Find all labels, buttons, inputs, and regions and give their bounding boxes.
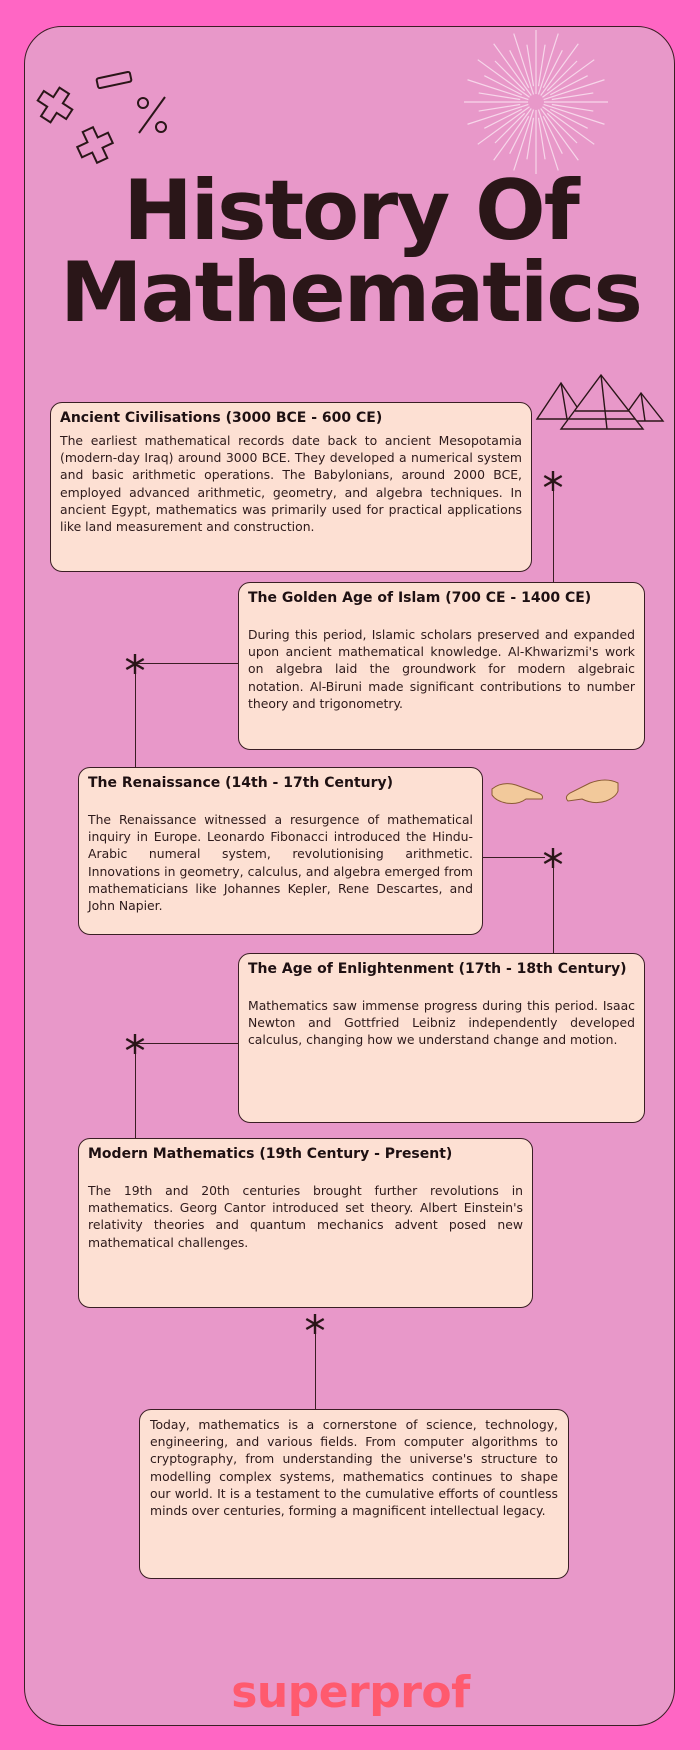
asterisk-icon (124, 653, 146, 675)
conclusion-text: Today, mathematics is a cornerstone of science, technology, engineering, and various fields. From computer algorithms to cryptography, from understanding the universe's structure to modelling complex systems, mathematics continues to shape our world. It is a testament to the cumulative efforts of countless minds over centuries, forming a magnificent intellectual legacy. (150, 1417, 558, 1519)
connector-line (483, 857, 545, 858)
section-heading: The Age of Enlightenment (17th - 18th Century) (248, 961, 627, 977)
asterisk-icon (304, 1313, 326, 1335)
page-title-line1: History Of (123, 162, 578, 259)
section-body: Mathematics saw immense progress during this period. Isaac Newton and Gottfried Leibniz independently developed calculus, changing how we understand change and motion. (248, 998, 635, 1048)
math-symbols-icon (25, 67, 185, 177)
section-heading: Ancient Civilisations (3000 BCE - 600 CE) (60, 410, 383, 426)
asterisk-icon (542, 847, 564, 869)
sunburst-icon (461, 27, 611, 177)
page-title-line2: Mathematics (60, 244, 641, 341)
section-card-modern (78, 1138, 533, 1308)
section-card-renaissance (78, 767, 483, 935)
brand-logo: superprof (231, 1667, 470, 1718)
section-card-islam (238, 582, 645, 750)
connector-line (135, 1043, 239, 1044)
section-card-enlightenment (238, 953, 645, 1123)
section-body: The 19th and 20th centuries brought further revolutions in mathematics. Georg Cantor introduced set theory. Albert Einstein's relativity theories and quantum mechanics advent posed new mathematical challenges. (88, 1183, 523, 1250)
section-body: The earliest mathematical records date back to ancient Mesopotamia (modern-day Iraq) around 3000 BCE. They developed a numerical system and basic arithmetic operations. The Babylonians, around 2000 BCE, employed advanced arithmetic, geometry, and algebra techniques. In ancient Egypt, mathematics was primarily used for practical applications like land measurement and construction. (60, 433, 522, 535)
conclusion-card (139, 1409, 569, 1579)
section-body: The Renaissance witnessed a resurgence of mathematical inquiry in Europe. Leonardo Fibonacci introduced the Hindu-Arabic numeral system, revolutionising arithmetic. Innovations in geometry, calculus, and algebra emerged from mathematicians like Johannes Kepler, Rene Descartes, and John Napier. (88, 812, 473, 914)
infographic-panel (24, 26, 675, 1726)
section-heading: The Renaissance (14th - 17th Century) (88, 775, 394, 791)
section-heading: The Golden Age of Islam (700 CE - 1400 CE) (248, 590, 592, 606)
asterisk-icon (124, 1033, 146, 1055)
section-heading: Modern Mathematics (19th Century - Present) (88, 1146, 453, 1162)
asterisk-icon (542, 470, 564, 492)
hands-icon (490, 775, 620, 815)
section-card-ancient (50, 402, 532, 572)
section-body: During this period, Islamic scholars preserved and expanded upon ancient mathematical knowledge. Al-Khwarizmi's work on algebra laid the groundwork for modern algebraic notation. Al-Biruni made significant contributions to number theory and trigonometry. (248, 627, 635, 711)
connector-line (135, 663, 239, 664)
pyramids-icon (535, 373, 665, 433)
